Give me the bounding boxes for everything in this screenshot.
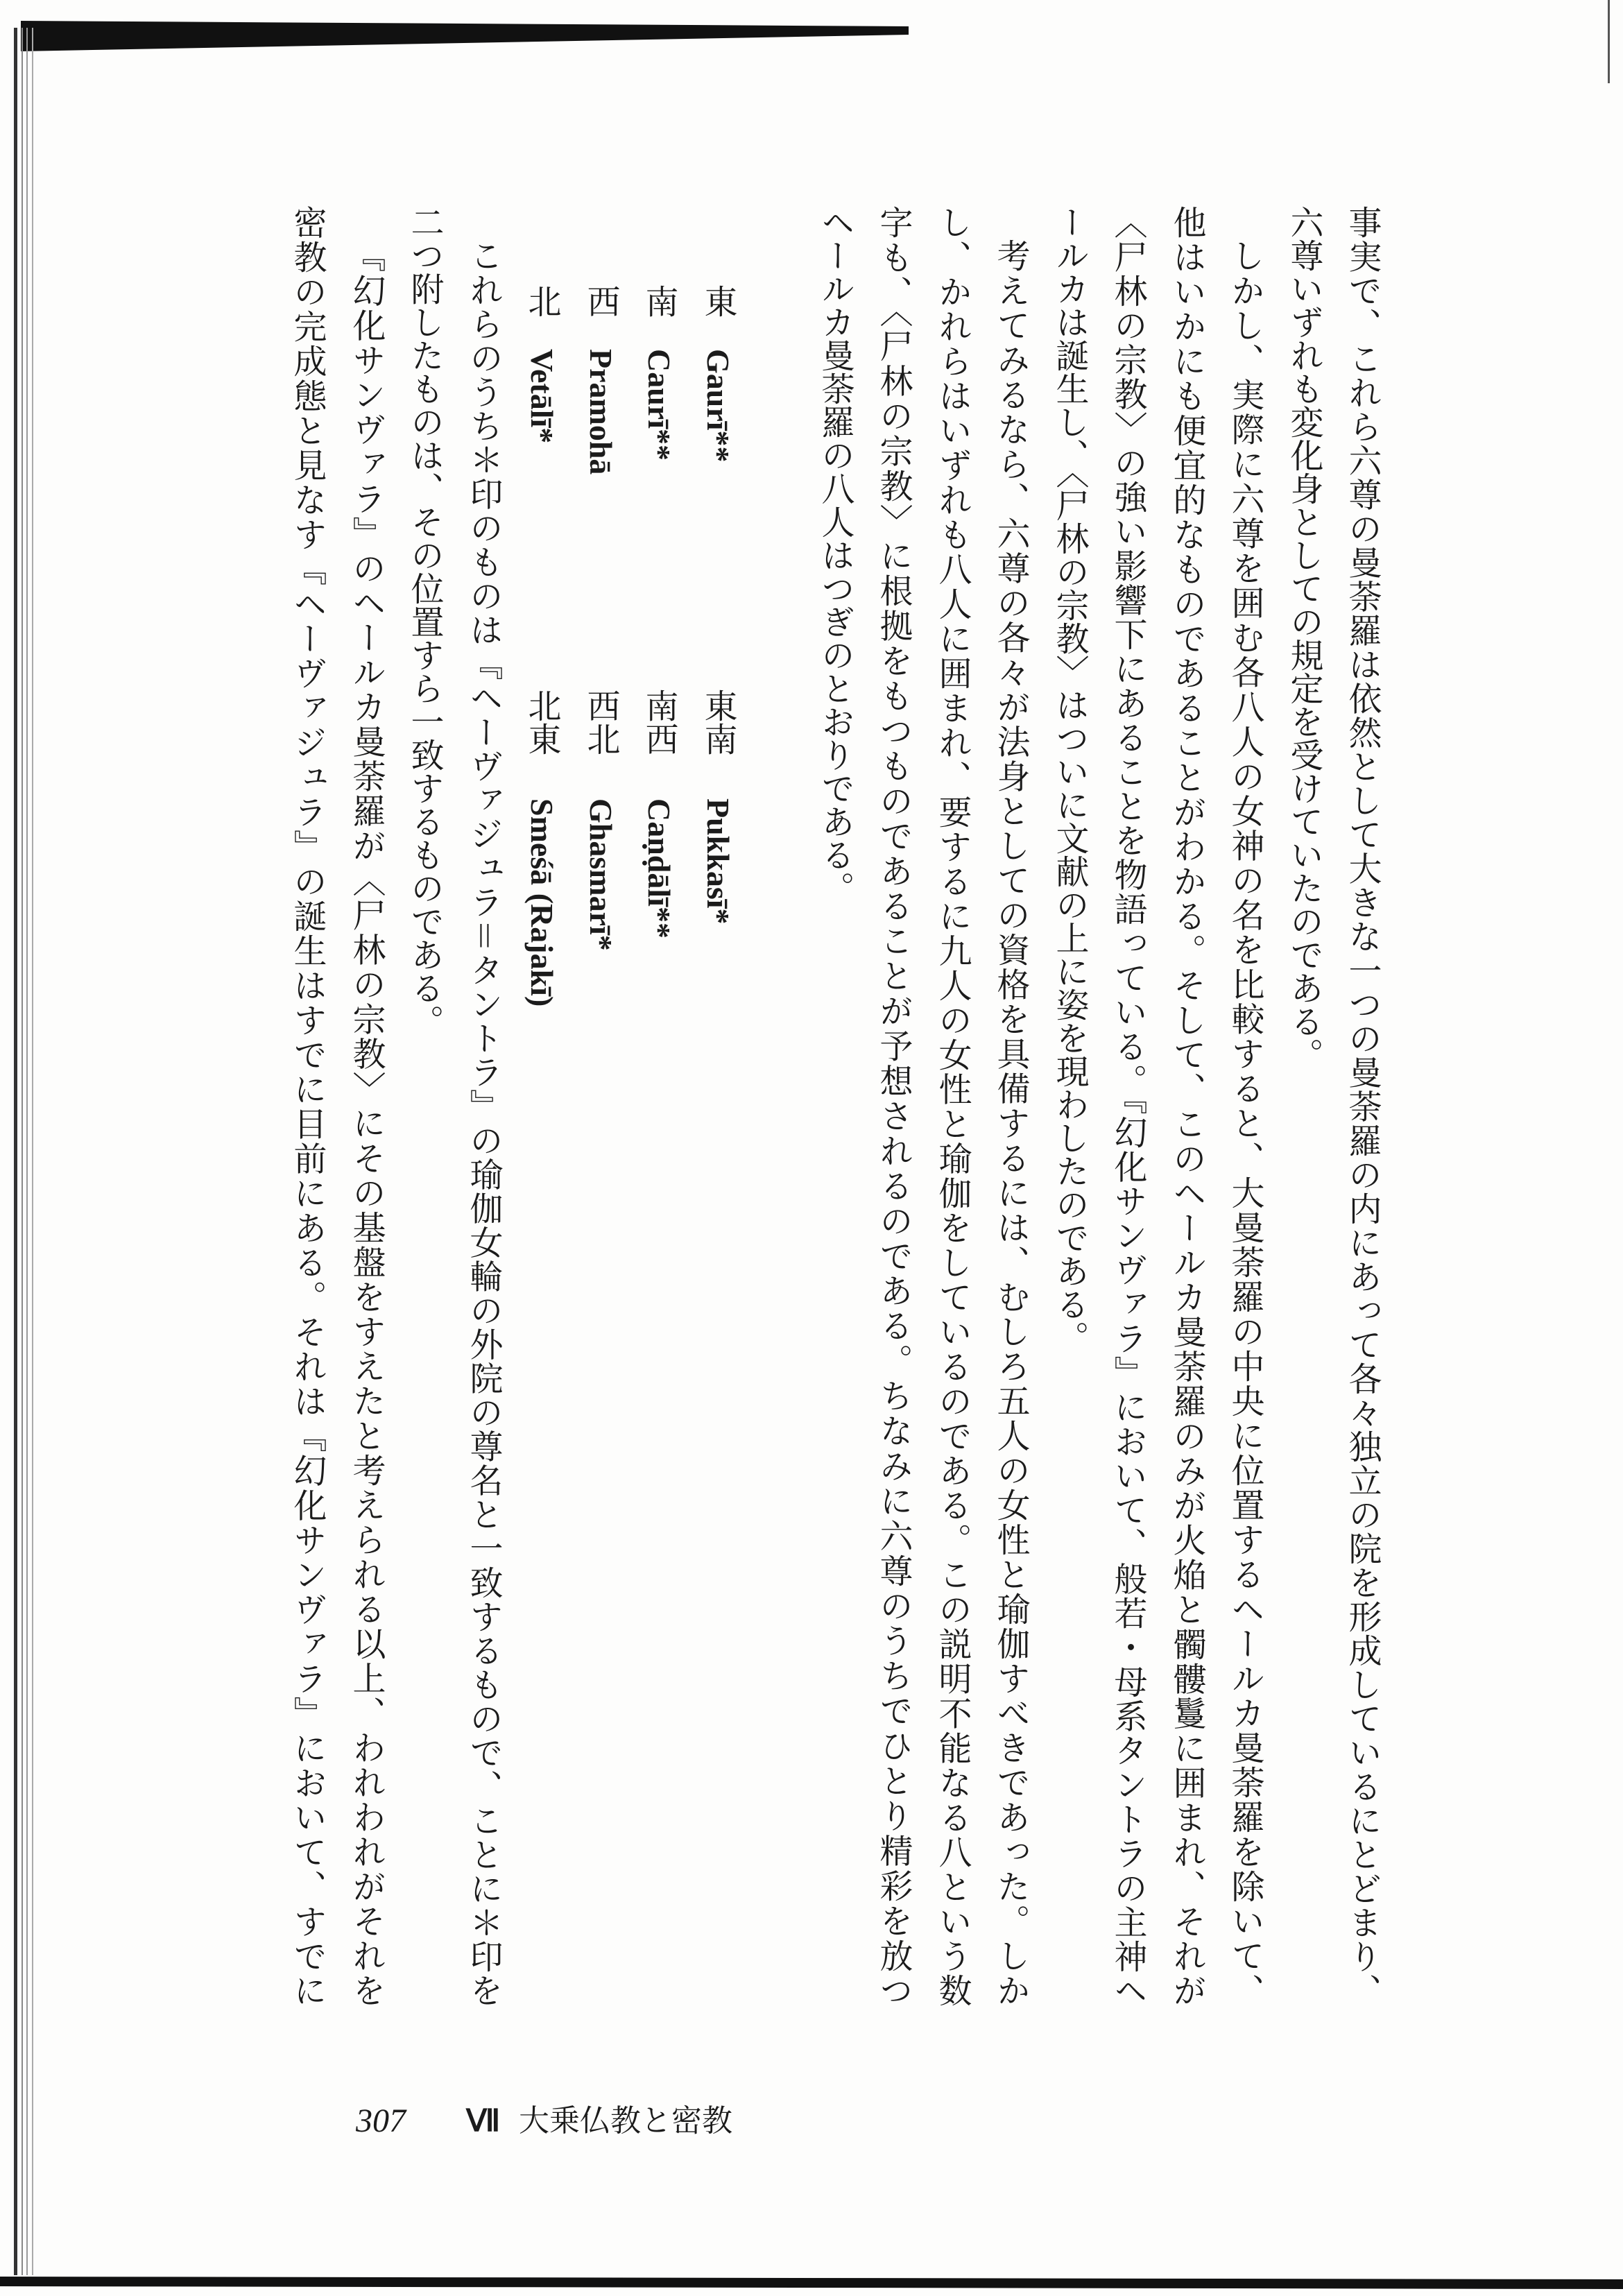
scan-edge-bottom xyxy=(0,2277,1623,2289)
text-column: 『幻化サンヴァラ』のヘールカ曼荼羅が〈尸林の宗教〉にその基盤をすえたと考えられる以上、われわれがそれを xyxy=(347,239,386,2007)
goddess-name: Gaurī** xyxy=(701,349,736,463)
text-column: これらのうち＊印のものは『ヘーヴァジュラ＝タントラ』の瑜伽女輪の外院の尊名と一致するもので、ことに＊印を xyxy=(464,239,503,2007)
direction-label: 東 xyxy=(698,284,737,318)
text-column: し、かれらはいずれも八人に囲まれ、要するに九人の女性と瑜伽をしているのである。この説明不能なる八という数 xyxy=(933,205,972,2007)
direction-label: 東南 xyxy=(698,689,737,755)
text-column: 事実で、これら六尊の曼荼羅は依然として大きな一つの曼荼羅の内にあって各々独立の院を形成しているにとどまり、 xyxy=(1343,205,1382,2007)
text-column: 考えてみるなら、六尊の各々が法身としての資格を具備するには、むしろ五人の女性と瑜伽すべきであった。しか xyxy=(991,239,1030,2007)
direction-label: 西 xyxy=(581,284,620,318)
list-row xyxy=(513,205,571,2007)
goddess-name: Vetālī* xyxy=(524,349,560,444)
text-column: 字も、〈尸林の宗教〉に根拠をもつものであることが予想されるのである。ちなみに六尊のうちでひとり精彩を放つ xyxy=(874,205,913,2007)
goddess-name: Caṇḍālī** xyxy=(642,798,677,939)
list-row xyxy=(689,205,747,2007)
goddess-name: Smeśā (Rajakī) xyxy=(524,798,560,1007)
text-column: しかし、実際に六尊を囲む各八人の女神の名を比較すると、大曼荼羅の中央に位置するヘールカ曼荼羅を除いて、 xyxy=(1226,239,1264,2007)
chapter-number: Ⅶ xyxy=(466,2104,501,2138)
running-title: 大乗仏教と密教 xyxy=(519,2103,732,2139)
direction-label: 西北 xyxy=(581,689,620,755)
text-column: 六尊いずれも変化身としての規定を受けていたのである。 xyxy=(1285,205,1323,1071)
text-column: 二つ附したものは、その位置すら一致するものである。 xyxy=(405,205,444,1038)
text-column: 〈尸林の宗教〉の強い影響下にあることを物語っている。『幻化サンヴァラ』において、般若・母系タントラの主神ヘ xyxy=(1108,205,1147,2007)
scan-edge-top xyxy=(21,21,909,51)
direction-label: 南 xyxy=(639,284,678,318)
goddess-name: Pramohā xyxy=(583,349,619,475)
text-column: ヘールカ曼荼羅の八人はつぎのとおりである。 xyxy=(816,205,855,905)
page-number: 307 xyxy=(356,2102,406,2139)
scan-edge-right xyxy=(1608,0,1610,83)
goddess-name: Pukkasī* xyxy=(701,798,736,925)
goddess-name: Ghasmarī* xyxy=(583,798,619,951)
scan-edge-left-line xyxy=(26,28,28,2275)
text-column: ールカは誕生し、〈尸林の宗教〉はついに文献の上に姿を現わしたのである。 xyxy=(1050,205,1089,1354)
scan-edge-left-line xyxy=(14,28,17,2275)
text-column: 密教の完成態と見なす『ヘーヴァジュラ』の誕生はすでに目前にある。それは『幻化サンヴァラ』において、すでに xyxy=(288,205,327,2007)
direction-label: 北 xyxy=(522,284,561,318)
direction-label: 北東 xyxy=(522,689,561,755)
goddess-name: Caurī** xyxy=(642,349,677,461)
scan-edge-left-line xyxy=(22,28,23,2275)
direction-label: 南西 xyxy=(639,689,678,755)
list-row xyxy=(572,205,630,2007)
list-row xyxy=(630,205,688,2007)
scan-edge-left-line xyxy=(32,28,33,2275)
text-column: 他はいかにも便宜的なものであることがわかる。そして、このヘールカ曼荼羅のみが火焔と髑髏鬘に囲まれ、それが xyxy=(1167,205,1206,2007)
